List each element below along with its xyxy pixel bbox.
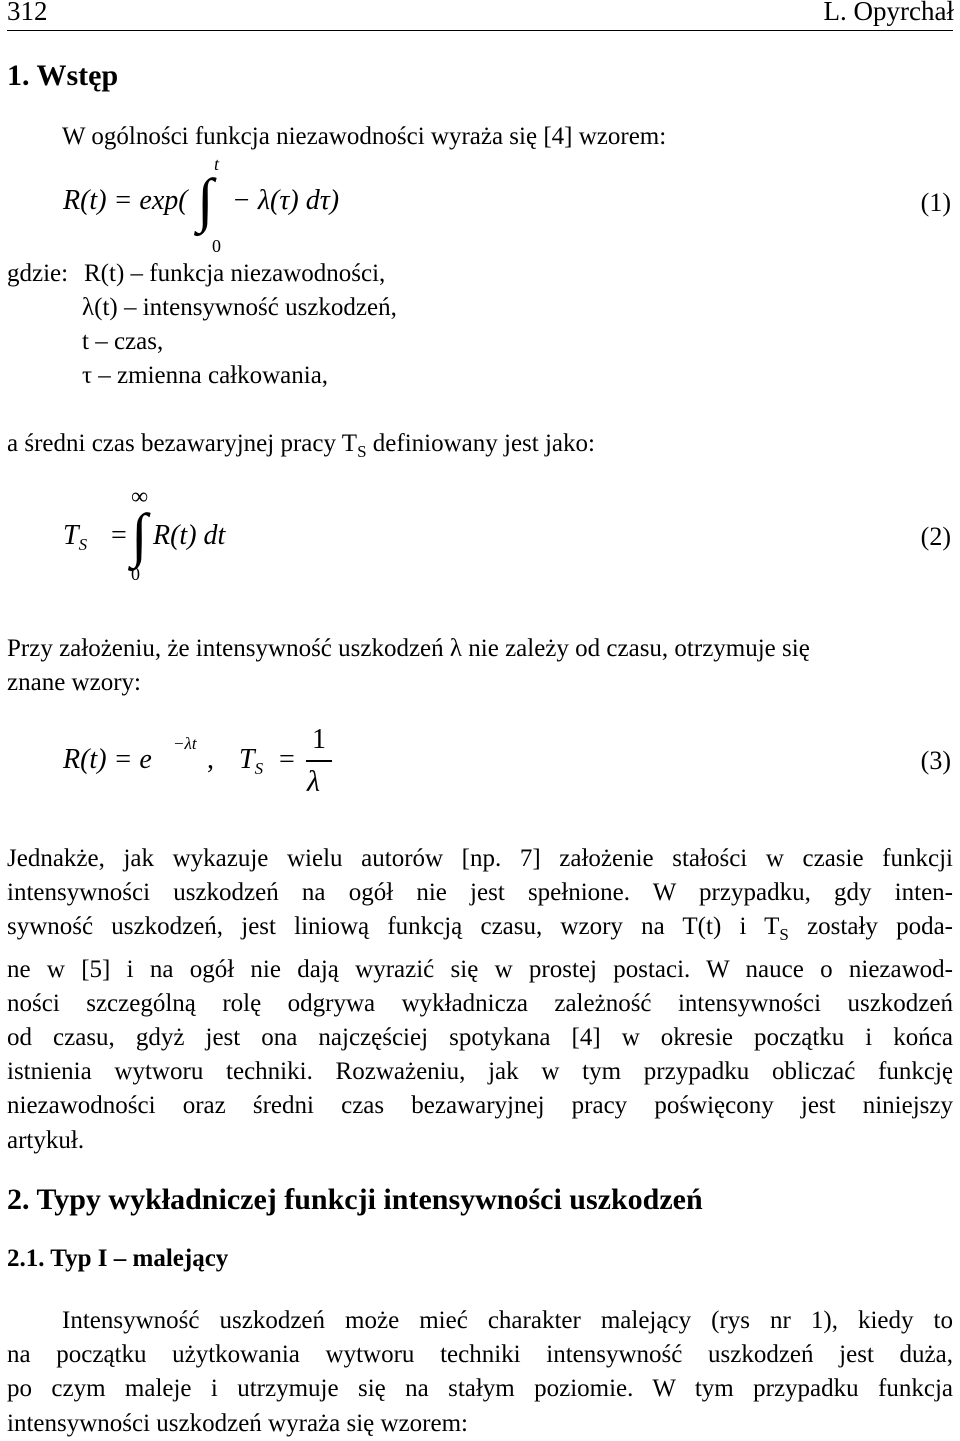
integral-sign: ∫ — [131, 502, 148, 568]
eq3-ts: $T_S$ — [239, 744, 264, 778]
paragraph-line: Intensywność uszkodzeń może mieć charakter malejący (rys nr 1), kiedy to — [62, 1307, 953, 1334]
section-title: 1. Wstęp — [7, 59, 119, 92]
eq1-int-lower: 0 — [212, 236, 221, 256]
eq2-int-upper: ∞ — [131, 484, 149, 510]
eq3-comma: , — [207, 744, 214, 775]
eq3-number: (3) — [920, 746, 951, 775]
eq3-equals: = — [279, 744, 295, 775]
paragraph-line: intensywności uszkodzeń na ogół nie jest spełnione. W przypadku, gdy inten- — [7, 879, 953, 907]
eq1-number: (1) — [920, 188, 951, 217]
where-item: t – czas, — [82, 328, 164, 355]
paragraph-line: ności szczególną rolę odgrywa wykładnicza zależność intensywności uszkodzeń — [7, 989, 953, 1017]
eq1-lhs: R(t) = exp( — [63, 185, 188, 216]
equation-2 — [7, 484, 953, 590]
equation-3 — [7, 722, 953, 812]
paragraph-line: niezawodności oraz średni czas bezawaryjnej pracy poświęcony jest niniejszy — [7, 1092, 953, 1120]
paragraph-line: intensywności uszkodzeń wyraża się wzorem: — [7, 1409, 468, 1437]
header-rule — [7, 30, 953, 31]
assumption-line: Przy założeniu, że intensywność uszkodzeń λ nie zależy od czasu, otrzymuje się — [7, 635, 810, 662]
subsection-title: 2.1. Typ I – malejący — [7, 1245, 229, 1272]
equation-1 — [7, 150, 953, 260]
paragraph-line: artykuł. — [7, 1126, 85, 1154]
paragraph-line: istnienia wytworu techniki. Rozważeniu, jak w tym przypadku obliczać funkcję — [7, 1058, 953, 1086]
paragraph-line: sywność uszkodzeń, jest liniową funkcją czasu, wzory na T(t) i $T_S$ zostały poda- — [7, 913, 953, 945]
paragraph-line: od czasu, gdyż jest ona najczęściej spotykana [4] w okresie początku i końca — [7, 1024, 953, 1052]
running-author: L. Opyrchał — [823, 0, 954, 26]
where-item: λ(t) – intensywność uszkodzeń, — [82, 294, 397, 321]
where-label: gdzie: — [7, 260, 69, 287]
section-title: 2. Typy wykładniczej funkcji intensywności uszkodzeń — [7, 1183, 703, 1216]
paragraph-line: Jednakże, jak wykazuje wielu autorów [np. 7] założenie stałości w czasie funkcji — [7, 845, 953, 872]
eq3-lhs: R(t) = e — [63, 744, 152, 775]
intro-text: W ogólności funkcja niezawodności wyraża się [4] wzorem: — [62, 123, 667, 150]
paragraph-line: ne w [5] i na ogół nie dają wyrazić się w prostej postaci. W nauce o niezawod- — [7, 955, 953, 983]
paragraph-line: na początku użytkowania wytworu techniki intensywność uszkodzeń jest duża, — [7, 1341, 953, 1369]
eq3-exponent: −λt — [173, 734, 197, 753]
assumption-line: znane wzory: — [7, 669, 141, 696]
fraction-denominator: λ — [307, 765, 320, 798]
eq1-int-upper: t — [214, 154, 220, 174]
eq2-int-lower: 0 — [131, 564, 140, 584]
eq2-ts: $T_S$ — [63, 520, 88, 554]
page-number: 312 — [7, 0, 48, 26]
where-item: R(t) – funkcja niezawodności, — [84, 260, 386, 287]
integral-sign: ∫ — [197, 167, 214, 233]
eq1-integrand: − λ(τ) dτ) — [232, 185, 340, 216]
where-item: τ – zmienna całkowania, — [82, 362, 329, 389]
body-paragraph — [7, 1304, 953, 1441]
fraction-numerator: 1 — [312, 724, 326, 755]
body-paragraph — [7, 842, 953, 1158]
fraction-bar — [306, 760, 332, 762]
eq2-number: (2) — [920, 522, 951, 551]
eq2-equals: = — [111, 520, 127, 551]
paragraph-line: po czym maleje i utrzymuje się na stałym poziomie. W tym przypadku funkcja — [7, 1375, 953, 1403]
mtbf-intro: a średni czas bezawaryjnej pracy $T_S$ definiowany jest jako: — [7, 430, 595, 461]
eq2-integrand: R(t) dt — [153, 520, 226, 551]
